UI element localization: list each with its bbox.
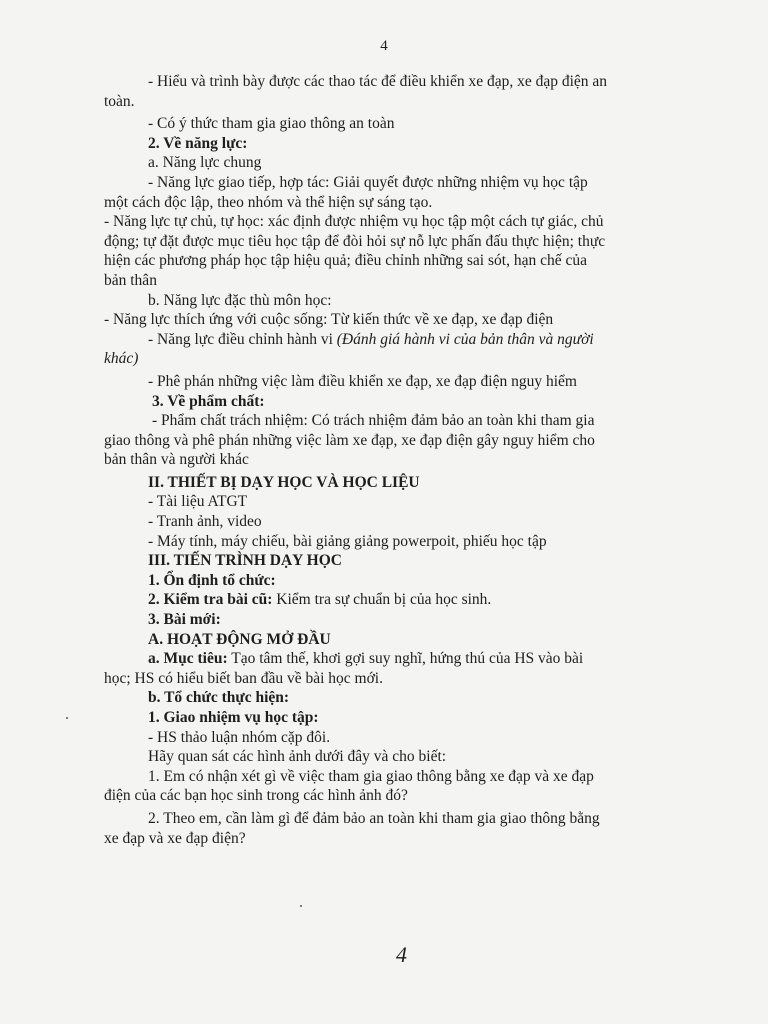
text-segment: Kiểm tra sự chuẩn bị của học sinh. [272,591,492,609]
text-segment: Tạo tâm thế, khơi gợi suy nghĩ, hứng thú của HS vào bài [227,650,584,668]
page-number-top: 4 [380,38,388,54]
scan-speck [300,905,302,907]
text-line: - Năng lực thích ứng với cuộc sống: Từ kiến thức về xe đạp, xe đạp điện [104,311,554,329]
text-line: - Máy tính, máy chiếu, bài giảng giảng powerpoit, phiếu học tập [148,532,547,550]
text-line: toàn. [104,92,135,110]
scan-speck [66,717,68,719]
text-line: giao thông và phê phán những việc làm xe đạp, xe đạp điện gây nguy hiểm cho [104,431,595,449]
text-line [104,649,694,669]
document-body [104,72,694,848]
section-heading-tien-trinh: III. TIẾN TRÌNH DẠY HỌC [148,552,342,570]
text-line: 1. Em có nhận xét gì về việc tham gia giao thông bằng xe đạp và xe đạp [148,767,594,785]
text-line: a. Năng lực chung [148,154,262,172]
italic-note: (Đánh giá hành vi của bản thân và người [336,330,594,348]
text-line: b. Năng lực đặc thù môn học: [148,291,332,309]
section-heading-pham-chat: 3. Về phẩm chất: [152,392,265,410]
section-heading-thiet-bi: II. THIẾT BỊ DẠY HỌC VÀ HỌC LIỆU [148,473,420,491]
text-line: - Năng lực giao tiếp, hợp tác: Giải quyết được những nhiệm vụ học tập [148,173,588,191]
text-line: xe đạp và xe đạp điện? [104,829,246,847]
subheading-giao-nhiem-vu: 1. Giao nhiệm vụ học tập: [148,709,319,726]
text-line: - Phẩm chất trách nhiệm: Có trách nhiệm đảm bảo an toàn khi tham gia [152,412,595,430]
text-line: Hãy quan sát các hình ảnh dưới đây và cho biết: [148,748,447,766]
text-line: một cách độc lập, theo nhóm và thể hiện sự sáng tạo. [104,193,433,211]
subheading-muc-tieu: a. Mục tiêu: [148,650,228,668]
text-line: điện của các bạn học sinh trong các hình ảnh đó? [104,787,408,805]
text-line: - Có ý thức tham gia giao thông an toàn [148,115,395,133]
subheading-bai-moi: 3. Bài mới: [148,611,221,629]
text-line: bản thân và người khác [104,451,249,469]
text-line: - Năng lực tự chủ, tự học: xác định được nhiệm vụ học tập một cách tự giác, chủ [104,213,604,231]
section-heading-nang-luc: 2. Về năng lực: [148,134,248,152]
text-line: động; tự đặt được mục tiêu học tập để đòi hỏi sự nỗ lực phấn đấu thực hiện; thực [104,232,606,250]
text-line: - Phê phán những việc làm điều khiển xe đạp, xe đạp điện nguy hiểm [148,372,577,390]
text-line: 2. Theo em, cần làm gì để đảm bảo an toàn khi tham gia giao thông bằng [148,809,600,827]
text-line [104,330,694,350]
text-line: hiện các phương pháp học tập hiệu quả; điều chỉnh những sai sót, hạn chế của [104,252,587,270]
text-line: - Hiểu và trình bày được các thao tác để điều khiển xe đạp, xe đạp điện an [148,73,608,90]
italic-note: khác) [104,350,139,368]
text-line: - Tranh ảnh, video [148,513,262,531]
subheading-kiem-tra: 2. Kiểm tra bài cũ: [148,591,273,609]
page-number-bottom: 4 [396,942,407,967]
subheading-to-chuc: b. Tổ chức thực hiện: [148,689,290,707]
text-segment: - Năng lực điều chỉnh hành vi [148,330,337,348]
section-heading-hoat-dong: A. HOẠT ĐỘNG MỞ ĐẦU [148,630,331,648]
text-line [104,590,694,610]
subheading-on-dinh: 1. Ổn định tổ chức: [148,571,276,589]
text-line: học; HS có hiểu biết ban đầu về bài học mới. [104,669,383,687]
text-line: - Tài liệu ATGT [148,493,248,511]
text-line: - HS thảo luận nhóm cặp đôi. [148,728,331,746]
text-line: bản thân [104,271,157,289]
